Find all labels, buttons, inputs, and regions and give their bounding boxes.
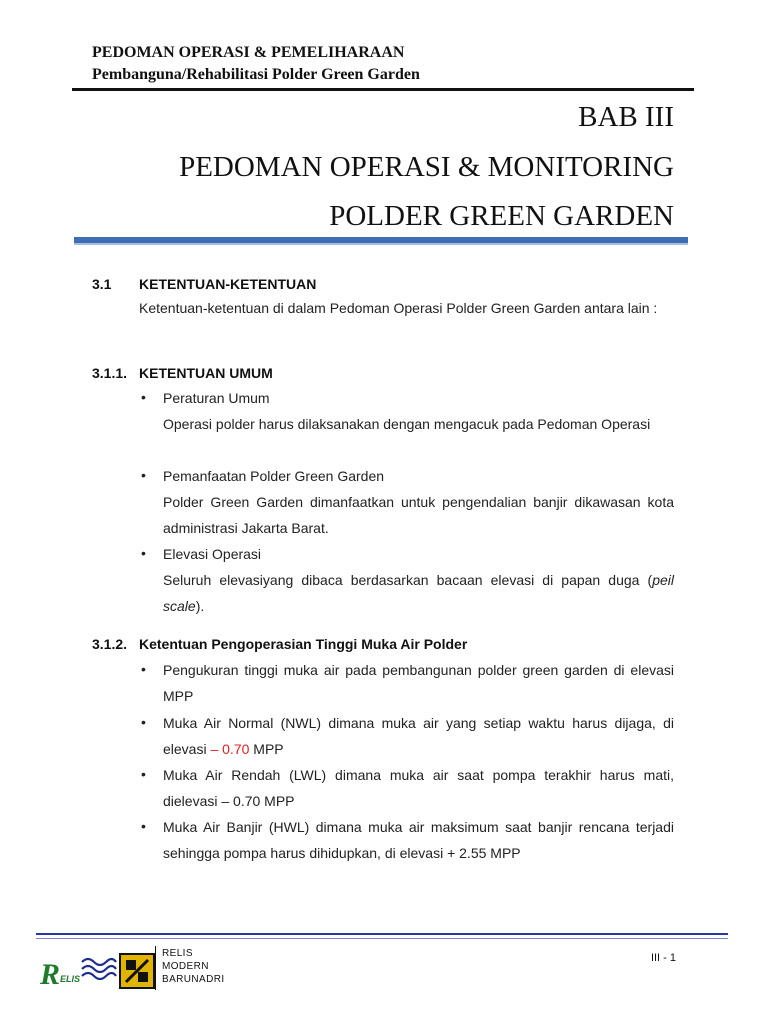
list-item: Muka Air Banjir (HWL) dimana muka air maksimum saat banjir rencana terjadi sehingga pompa harus dihidupkan, di elevasi + 2.55 MPP [163,819,674,861]
subsection-number: 3.1.2. [92,636,128,652]
chapter-title-line2: POLDER GREEN GARDEN [329,200,674,232]
chapter-rule [74,237,688,245]
section-paragraph: Ketentuan-ketentuan di dalam Pedoman Operasi Polder Green Garden antara lain : [139,300,658,316]
list-item-title: Pemanfaatan Polder Green Garden [163,468,385,484]
list-item-desc: Polder Green Garden dimanfaatkan untuk pengendalian banjir dikawasan kota administrasi Jakarta Barat. [163,494,674,536]
page-number: III - 1 [650,952,676,964]
subsection-heading: Ketentuan Pengoperasian Tinggi Muka Air Polder [139,636,468,652]
barunadri-mark [120,954,154,988]
company-name [162,947,225,986]
chapter-title-line1: PEDOMAN OPERASI & MONITORING [179,151,674,183]
elevation-value: – 0.70 [210,741,250,757]
footer-rule [36,933,728,935]
desc-text-end: ). [195,598,205,614]
running-header [92,42,420,86]
desc-emphasis: peil scale [163,572,674,614]
footer-rule-thin [36,938,728,939]
list-item-unit: MPP [249,741,284,757]
list-item: Muka Air Rendah (LWL) dimana muka air saat pompa terakhir harus mati, dielevasi – 0.70 MPP [163,767,674,809]
bullet-icon: • [141,467,146,483]
list-item-title: Peraturan Umum [163,390,270,406]
bullet-icon: • [141,714,146,730]
list-item-title: Elevasi Operasi [163,546,262,562]
section-heading: KETENTUAN-KETENTUAN [139,276,317,292]
section-number: 3.1 [92,276,112,292]
list-item [163,710,674,762]
company-name-line: RELIS [162,948,193,959]
wave-mark [82,959,116,979]
company-name-line: BARUNADRI [162,974,225,985]
bullet-icon: • [141,545,146,561]
svg-text:R: R [40,958,61,990]
chapter-label: BAB III [578,101,674,133]
relis-logo-mark [40,958,80,990]
subsection-heading: KETENTUAN UMUM [139,365,273,381]
header-rule [72,88,694,91]
list-item-desc: Operasi polder harus dilaksanakan dengan mengacuk pada Pedoman Operasi [163,416,651,432]
logo-divider [155,946,156,990]
bullet-icon: • [141,818,146,834]
list-item: Pengukuran tinggi muka air pada pembangunan polder green garden di elevasi MPP [163,662,674,704]
desc-text: Seluruh elevasiyang dibaca berdasarkan bacaan elevasi di papan duga ( [163,572,653,588]
list-item-desc [163,567,674,619]
company-name-line: MODERN [162,961,209,972]
list-item-text: Muka Air Normal (NWL) dimana muka air yang setiap waktu harus dijaga, di elevasi [163,715,674,757]
bullet-icon: • [141,389,146,405]
company-logo [40,948,158,990]
bullet-icon: • [141,766,146,782]
header-subtitle: Pembanguna/Rehabilitasi Polder Green Garden [92,66,420,83]
subsection-number: 3.1.1. [92,365,128,381]
bullet-icon: • [141,661,146,677]
svg-text:ELIS: ELIS [60,974,81,984]
header-title: PEDOMAN OPERASI & PEMELIHARAAN [92,44,405,61]
